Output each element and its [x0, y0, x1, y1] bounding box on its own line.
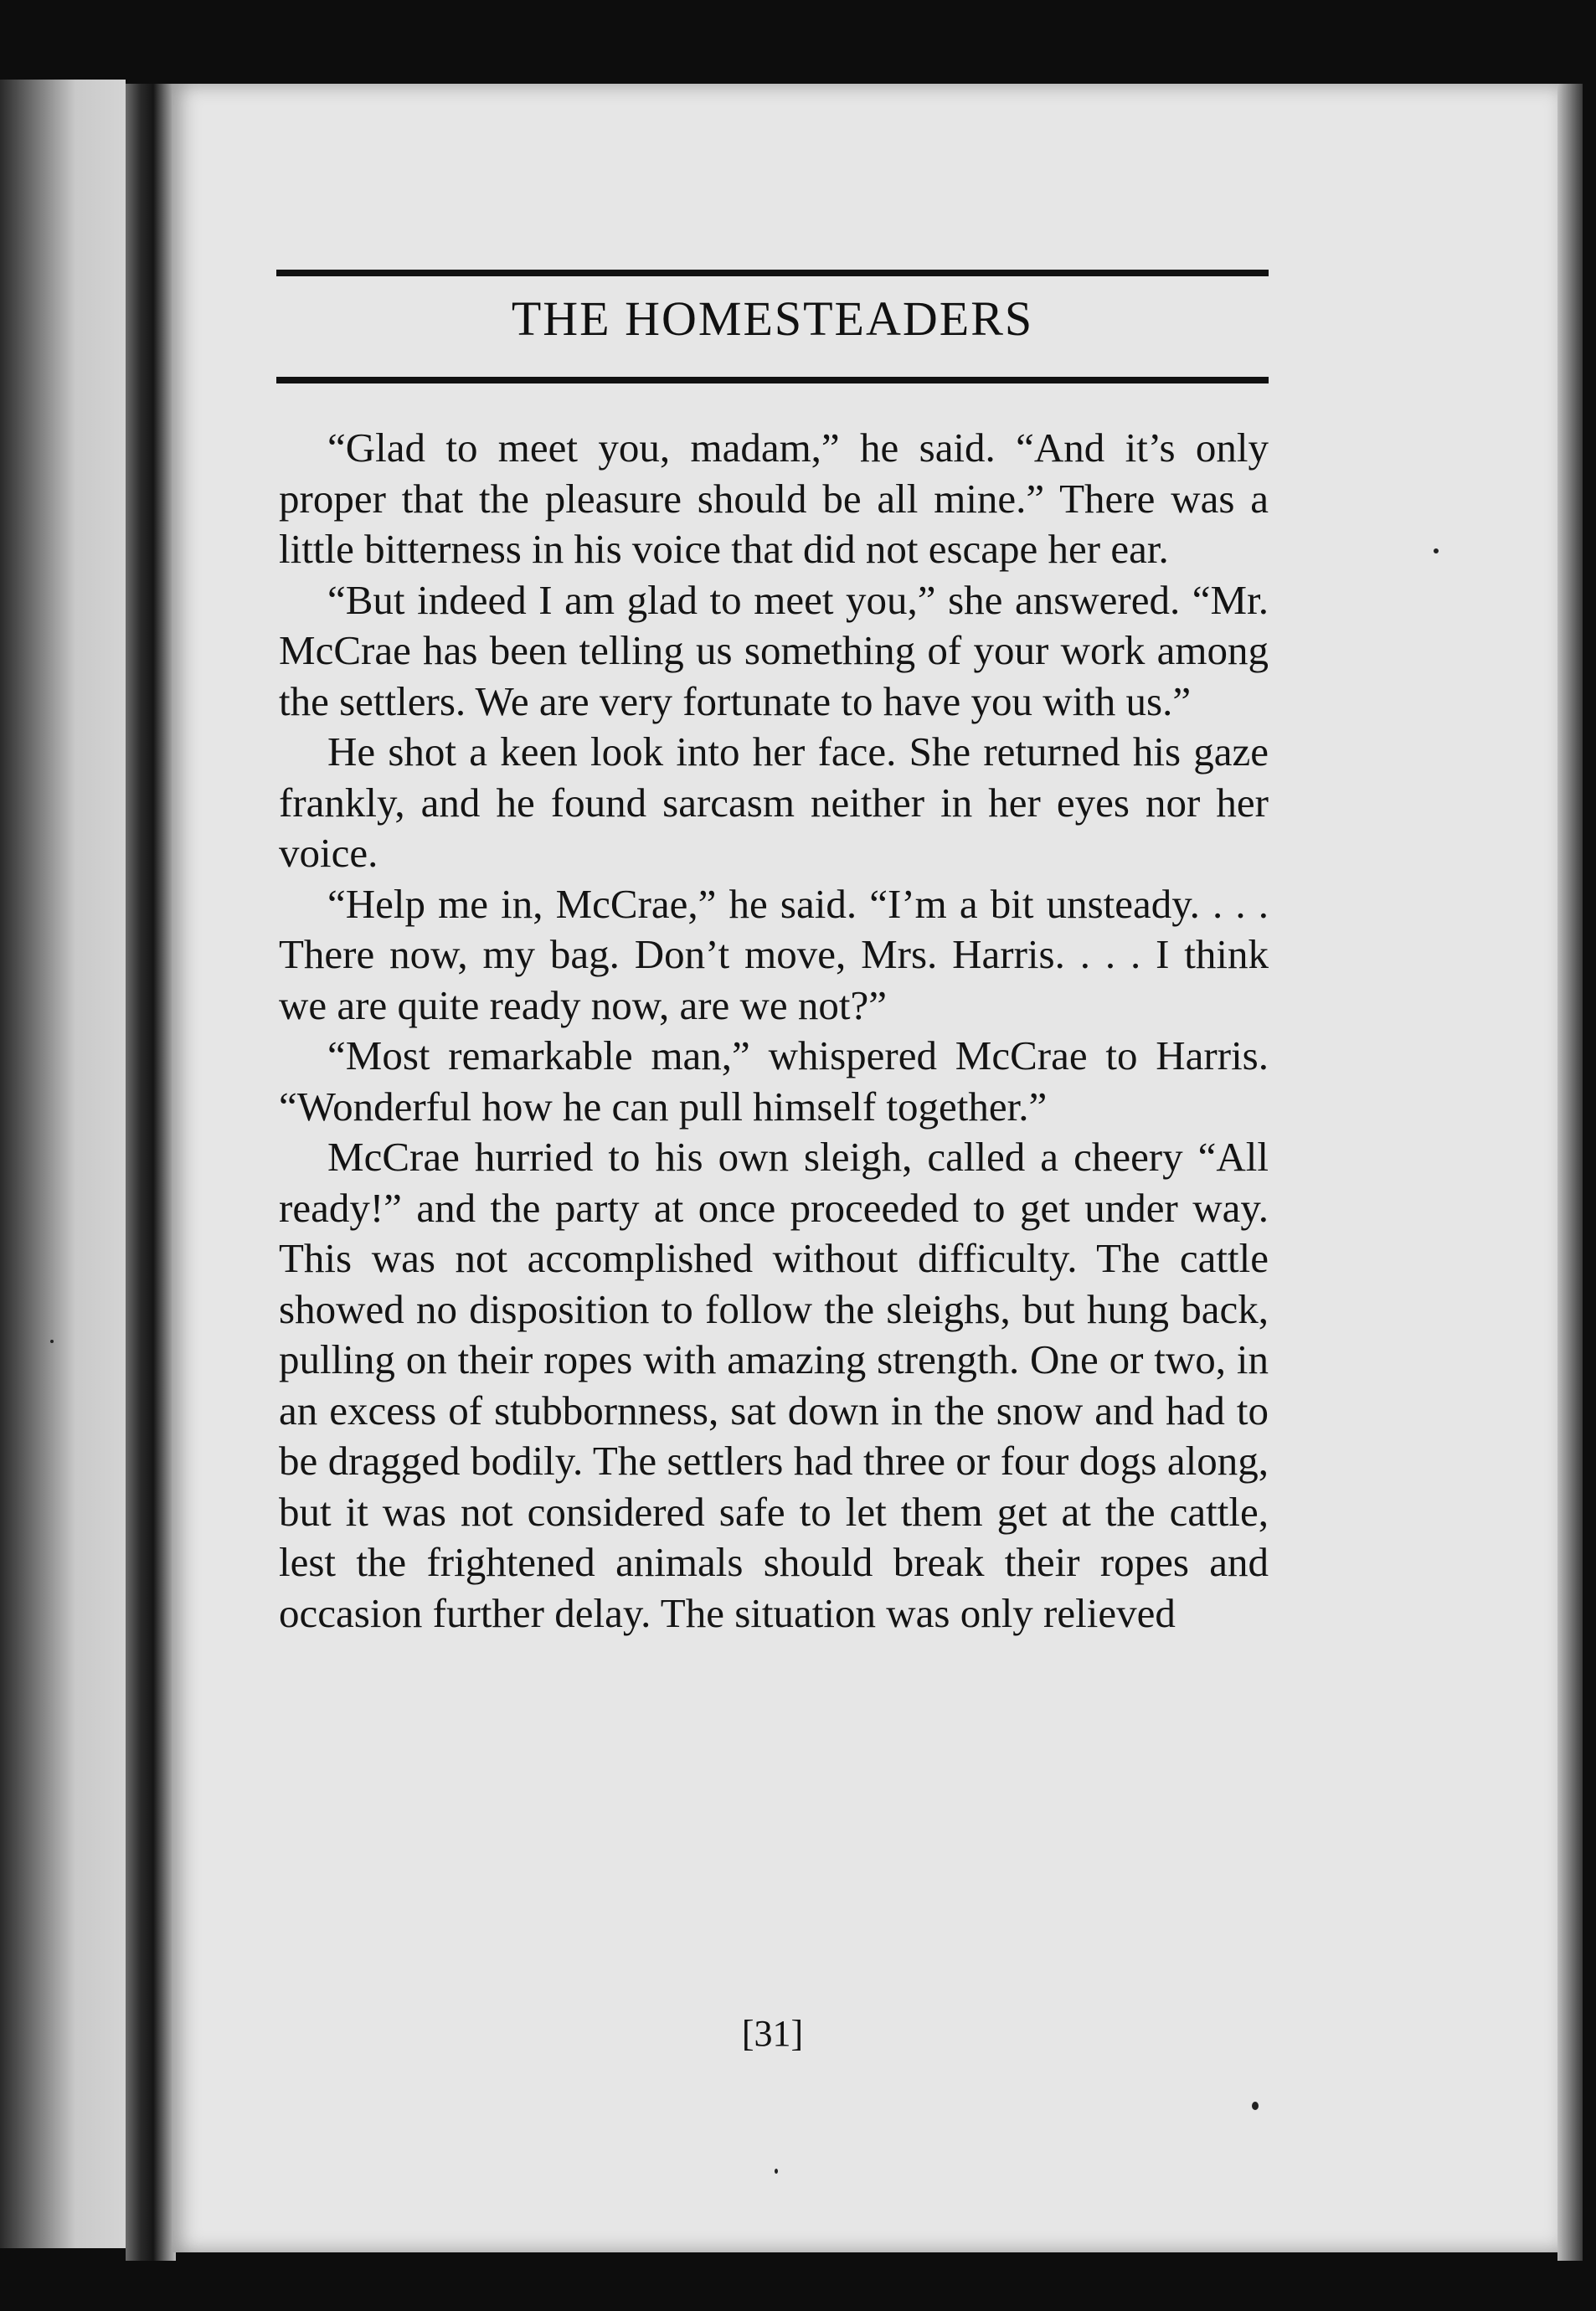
header-rule-top [276, 270, 1269, 276]
adjacent-page-edge [0, 80, 126, 2248]
page-number: [31] [741, 2013, 804, 2054]
book-gutter [126, 84, 176, 2261]
paragraph: “Most remarkable man,” whispered McCrae to Harris. “Wonderful how he can pull himself together.” [279, 1032, 1269, 1130]
dust-speck [1252, 2102, 1259, 2110]
paragraph: “Help me in, McCrae,” he said. “I’m a bit unsteady. . . . There now, my bag. Don’t move, Mrs. Harris. . . . I think we are quite ready now, are we not?” [279, 880, 1269, 1028]
page-body [279, 423, 1269, 1639]
header-rule-bottom [276, 377, 1269, 383]
paragraph: He shot a keen look into her face. She returned his gaze frankly, and he found sarcasm neither in her eyes nor her voice. [279, 728, 1269, 876]
page-right-edge [1557, 84, 1583, 2261]
dust-speck [775, 2169, 778, 2174]
dust-speck [1434, 548, 1439, 553]
running-head: THE HOMESTEADERS [511, 291, 1034, 346]
dust-speck [50, 1340, 54, 1343]
paragraph: “Glad to meet you, madam,” he said. “And it’s only proper that the pleasure should be all mine.” There was a little bitterness in his voice that did not escape her ear. [279, 425, 1269, 572]
paragraph: McCrae hurried to his own sleigh, called a cheery “All ready!” and the party at once proceeded to get under way. This was not accomplished without difficulty. The cattle showed no disposition to follow the sleighs, but hung back, pulling on their ropes with amazing strength. One or two, in an excess of stubbornness, sat down in the snow and had to be dragged bodily. The settlers had three or four dogs along, but it was not considered safe to let them get at the cattle, lest the frightened animals should break their ropes and occasion further delay. The situation was only relieved [279, 1134, 1269, 1636]
paragraph: “But indeed I am glad to meet you,” she answered. “Mr. McCrae has been telling us something of your work among the settlers. We are very fortunate to have you with us.” [279, 576, 1269, 724]
